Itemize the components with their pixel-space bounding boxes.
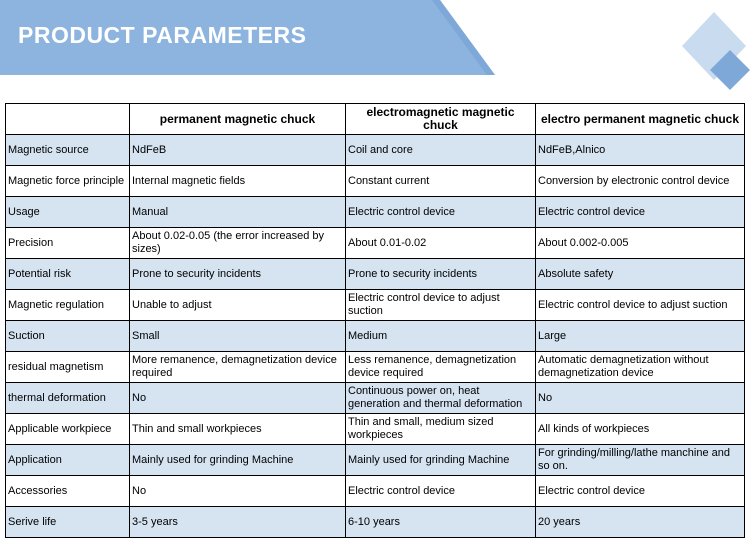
table-row [6, 259, 745, 290]
table-cell: Unable to adjust [130, 290, 346, 321]
table-cell: NdFeB,Alnico [536, 135, 745, 166]
table-cell: More remanence, demagnetization device required [130, 352, 346, 383]
table-cell: Less remanence, demagnetization device required [346, 352, 536, 383]
table-cell: Prone to security incidents [130, 259, 346, 290]
table-cell: Coil and core [346, 135, 536, 166]
table-header-row [6, 104, 745, 135]
parameters-table [5, 103, 745, 538]
row-label: Accessories [6, 476, 130, 507]
column-header: electro permanent magnetic chuck [536, 104, 745, 135]
row-label: Application [6, 445, 130, 476]
row-label: Applicable workpiece [6, 414, 130, 445]
table-row [6, 166, 745, 197]
column-header: electromagnetic magnetic chuck [346, 104, 536, 135]
table-cell: Small [130, 321, 346, 352]
table-cell: Electric control device to adjust suction [536, 290, 745, 321]
table-cell: About 0.02-0.05 (the error increased by sizes) [130, 228, 346, 259]
table-cell: Electric control device [346, 476, 536, 507]
row-label: Magnetic regulation [6, 290, 130, 321]
table-row [6, 507, 745, 538]
table-row [6, 476, 745, 507]
table-cell: Constant current [346, 166, 536, 197]
row-label: Precision [6, 228, 130, 259]
table-cell: No [536, 383, 745, 414]
table-row [6, 290, 745, 321]
row-label: Usage [6, 197, 130, 228]
table-cell: Electric control device [536, 197, 745, 228]
table-cell: Prone to security incidents [346, 259, 536, 290]
row-label: Magnetic source [6, 135, 130, 166]
table-cell: Medium [346, 321, 536, 352]
table-row [6, 445, 745, 476]
table-cell: About 0.002-0.005 [536, 228, 745, 259]
table-cell: Thin and small, medium sized workpieces [346, 414, 536, 445]
table-cell: Internal magnetic fields [130, 166, 346, 197]
table-cell: Mainly used for grinding Machine [346, 445, 536, 476]
table-cell: 6-10 years [346, 507, 536, 538]
table-row [6, 228, 745, 259]
table-cell: 3-5 years [130, 507, 346, 538]
row-label: residual magnetism [6, 352, 130, 383]
table-cell: Conversion by electronic control device [536, 166, 745, 197]
table-cell: Electric control device [536, 476, 745, 507]
header-banner [0, 0, 750, 75]
table-cell: NdFeB [130, 135, 346, 166]
table-row [6, 135, 745, 166]
row-label: Suction [6, 321, 130, 352]
table-cell: No [130, 476, 346, 507]
column-header [6, 104, 130, 135]
table-cell: 20 years [536, 507, 745, 538]
table-cell: No [130, 383, 346, 414]
table-row [6, 197, 745, 228]
table-cell: For grinding/milling/lathe manchine and so on. [536, 445, 745, 476]
table-row [6, 414, 745, 445]
table-cell: About 0.01-0.02 [346, 228, 536, 259]
table-cell: Thin and small workpieces [130, 414, 346, 445]
column-header: permanent magnetic chuck [130, 104, 346, 135]
table-row [6, 321, 745, 352]
table-cell: Mainly used for grinding Machine [130, 445, 346, 476]
page-title: PRODUCT PARAMETERS [18, 22, 307, 48]
table-cell: Manual [130, 197, 346, 228]
table-cell: Automatic demagnetization without demagnetization device [536, 352, 745, 383]
row-label: Potential risk [6, 259, 130, 290]
row-label: thermal deformation [6, 383, 130, 414]
table-row [6, 383, 745, 414]
table-cell: All kinds of workpieces [536, 414, 745, 445]
table-body [6, 135, 745, 538]
table-cell: Electric control device [346, 197, 536, 228]
row-label: Serive life [6, 507, 130, 538]
table-cell: Electric control device to adjust suction [346, 290, 536, 321]
table-cell: Absolute safety [536, 259, 745, 290]
table-cell: Large [536, 321, 745, 352]
row-label: Magnetic force principle [6, 166, 130, 197]
table-row [6, 352, 745, 383]
table-cell: Continuous power on, heat generation and thermal deformation [346, 383, 536, 414]
